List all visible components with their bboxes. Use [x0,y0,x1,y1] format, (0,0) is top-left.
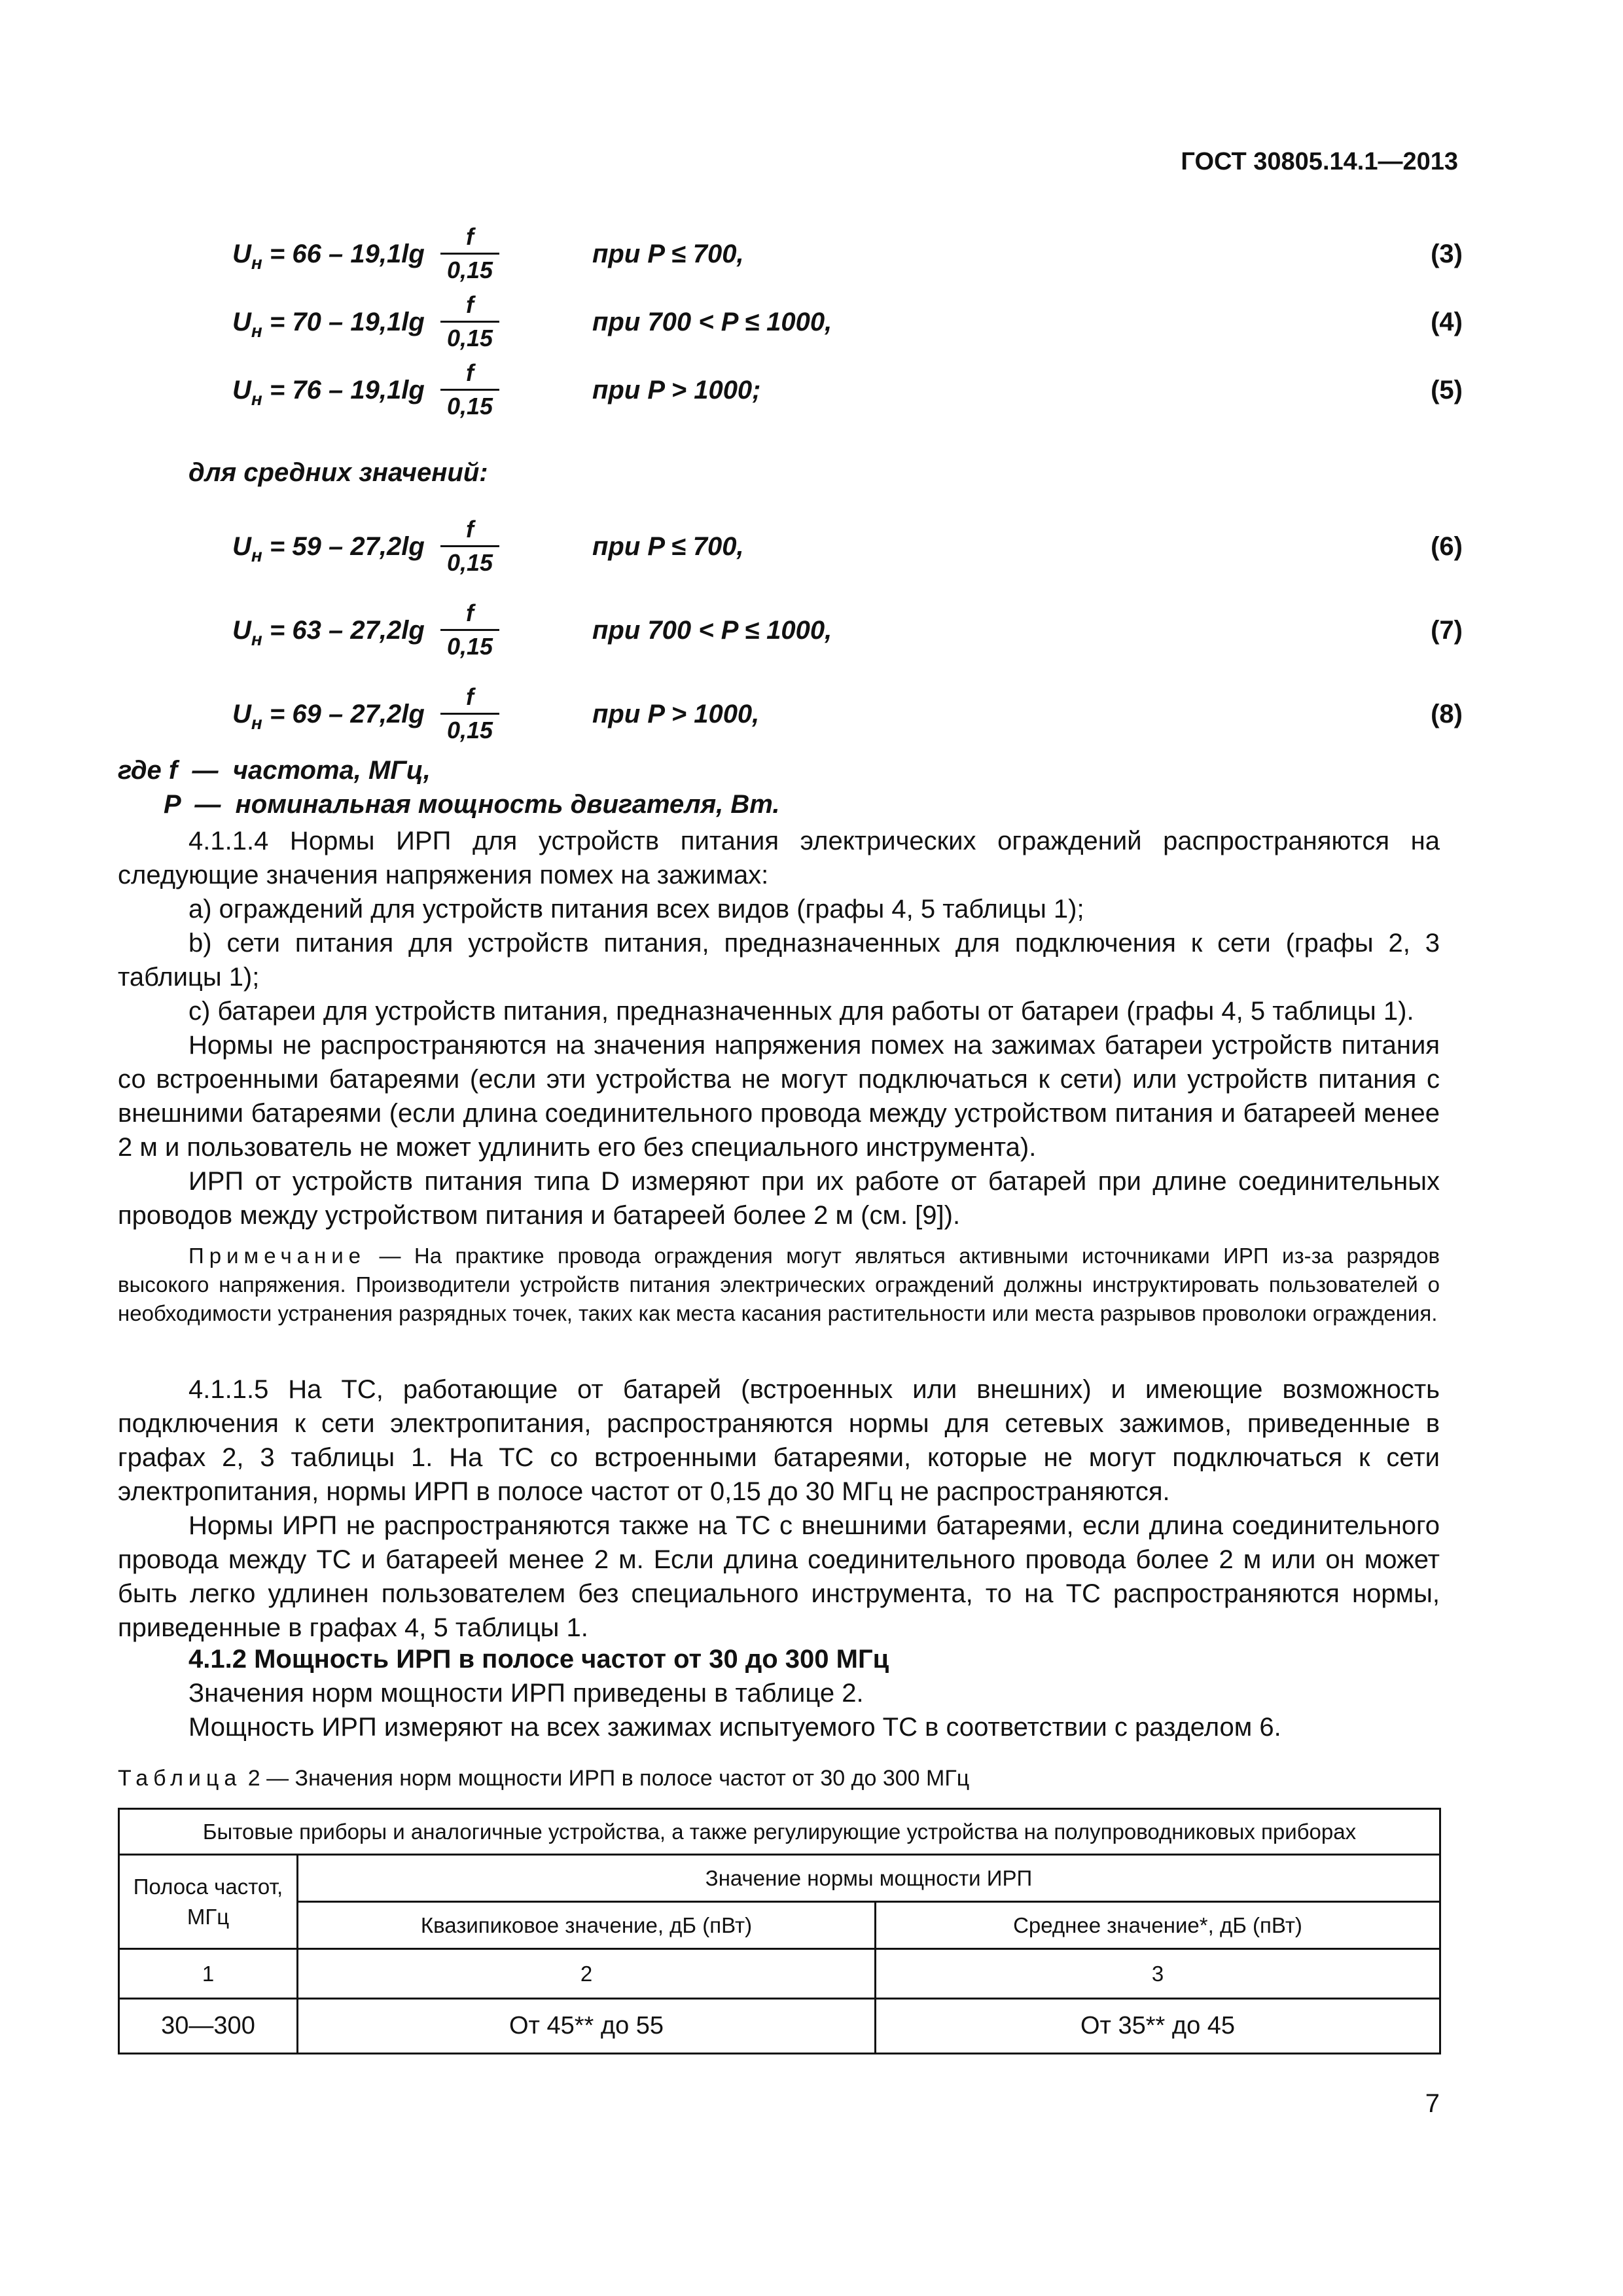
fraction: $\frac{f}{0,15}$ [440,681,499,746]
formula-lhs: $U_н = 70 - 19,1\lg$ [232,308,425,341]
header-frequency-band: Полоса частот, МГц [119,1855,298,1949]
fraction: $\frac{f}{0,15}$ [440,289,499,354]
formula-lhs: $U_н = 66 - 19,1\lg$ [232,240,425,273]
paragraph-external-batteries: Нормы ИРП не распространяются также на ТС с внешними батареями, если длина соединительного провода между ТС и батареей менее 2 м. Если длина соединительного провода более 2 м или он может быть легко удлинен пользователем без специального инструмента, то на ТС распространяются нормы, приведенные в графах 4, 5 таблицы 1. [118,1511,1440,1642]
equation-number: (4) [1431,308,1463,336]
equation-number: (6) [1431,532,1463,561]
table-2 [118,1808,1441,2054]
list-item-a: a) ограждений для устройств питания всех видов (графы 4, 5 таблицы 1); [188,895,1084,924]
paragraph-table-ref: Значения норм мощности ИРП приведены в таблице 2. [188,1679,864,1708]
table-caption-label: Таблица [118,1766,242,1791]
fraction: $\frac{f}{0,15}$ [440,221,499,286]
equation-number: (7) [1431,616,1463,645]
formula-lhs: $U_н = 59 - 27,2\lg$ [232,532,425,565]
formula-condition: при 700 < P ≤ 1000, [592,308,832,336]
header-norm-value: Значение нормы мощности ИРП [298,1855,1440,1902]
formula-5 [232,357,1463,423]
list-item-b: b) сети питания для устройств питания, предназначенных для подключения к сети (графы 2, 3 таблицы 1); [118,929,1440,992]
standard-number: ГОСТ 30805.14.1—2013 [1181,148,1458,175]
formula-3 [232,221,1463,287]
equation-number: (5) [1431,376,1463,404]
formula-8 [232,681,1463,747]
formula-lhs: $U_н = 63 - 27,2\lg$ [232,616,425,649]
table-row-quasi-peak: От 45** до 55 [298,1999,876,2054]
formula-condition: при P ≤ 700, [592,240,744,268]
list-item-c: c) батареи для устройств питания, предназначенных для работы от батареи (графы 4, 5 таблицы 1). [188,997,1414,1026]
section-heading-4-1-2: 4.1.2 Мощность ИРП в полосе частот от 30 до 300 МГц [188,1645,889,1674]
paragraph-type-d: ИРП от устройств питания типа D измеряют при их работе от батарей при длине соединительных проводов между устройством питания и батареей более 2 м (см. [9]). [118,1167,1440,1230]
table-row-band: 30—300 [119,1999,298,2054]
formula-condition: при P ≤ 700, [592,532,744,561]
table-2-caption [118,1766,969,1791]
paragraph-not-apply: Нормы не распространяются на значения напряжения помех на зажимах батареи устройств питания со встроенными батареями (если эти устройства не могут подключаться к сети) или устройств питания с внешними батареями (если длина соединительного провода между устройством питания и батареей менее 2 м и пользователь не может удлинить его без специального инструмента). [118,1031,1440,1162]
paragraph-4-1-1-5: 4.1.1.5 На ТС, работающие от батарей (встроенных или внешних) и имеющие возможность подключения к сети электропитания, распространяются нормы для сетевых зажимов, приведенные в графах 2, 3 таблицы 1. На ТС со встроенными батареями, которые не могут подключаться к сети электропитания, нормы ИРП в полосе частот от 0,15 до 30 МГц не распространяются. [118,1375,1440,1506]
note [118,1242,1440,1328]
formula-condition: при 700 < P ≤ 1000, [592,616,832,645]
table-title-row: Бытовые приборы и аналогичные устройства, а также регулирующие устройства на полупроводниковых приборах [119,1809,1440,1855]
header-quasi-peak: Квазипиковое значение, дБ (пВт) [298,1902,876,1949]
column-number-2: 2 [298,1949,876,1999]
formula-7 [232,598,1463,663]
formula-lhs: $U_н = 76 - 19,1\lg$ [232,376,425,409]
note-label: Примечание [188,1244,366,1268]
fraction: $\frac{f}{0,15}$ [440,598,499,662]
table-caption-text: 2 — Значения норм мощности ИРП в полосе частот от 30 до 300 МГц [241,1766,970,1791]
where-line-frequency: где f — частота, МГц, [118,756,431,785]
column-number-1: 1 [119,1949,298,1999]
formula-lhs: $U_н = 69 - 27,2\lg$ [232,700,425,733]
formula-4 [232,289,1463,355]
note-text: — На практике провода ограждения могут являться активными источниками ИРП из-за разрядов высокого напряжения. Производители устройств питания электрических ограждений должны инструктировать пользователей о необходимости устранения разрядных точек, таких как места касания растительности или места разрывов проволоки ограждения. [118,1244,1440,1325]
fraction: $\frac{f}{0,15}$ [440,514,499,579]
formula-condition: при P > 1000, [592,700,760,728]
column-number-3: 3 [876,1949,1440,1999]
where-line-power: P — номинальная мощность двигателя, Вт. [164,790,780,819]
header-average: Среднее значение*, дБ (пВт) [876,1902,1440,1949]
formula-6 [232,514,1463,579]
table-row-average: От 35** до 45 [876,1999,1440,2054]
page-number: 7 [1425,2089,1440,2118]
equation-number: (3) [1431,240,1463,268]
fraction: $\frac{f}{0,15}$ [440,357,499,422]
formula-condition: при P > 1000; [592,376,761,404]
paragraph-4-1-1-4: 4.1.1.4 Нормы ИРП для устройств питания электрических ограждений распространяются на следующие значения напряжения помех на зажимах: [118,827,1440,889]
equation-number: (8) [1431,700,1463,728]
paragraph-measurement: Мощность ИРП измеряют на всех зажимах испытуемого ТС в соответствии с разделом 6. [188,1713,1281,1742]
average-values-heading: для средних значений: [188,458,488,487]
